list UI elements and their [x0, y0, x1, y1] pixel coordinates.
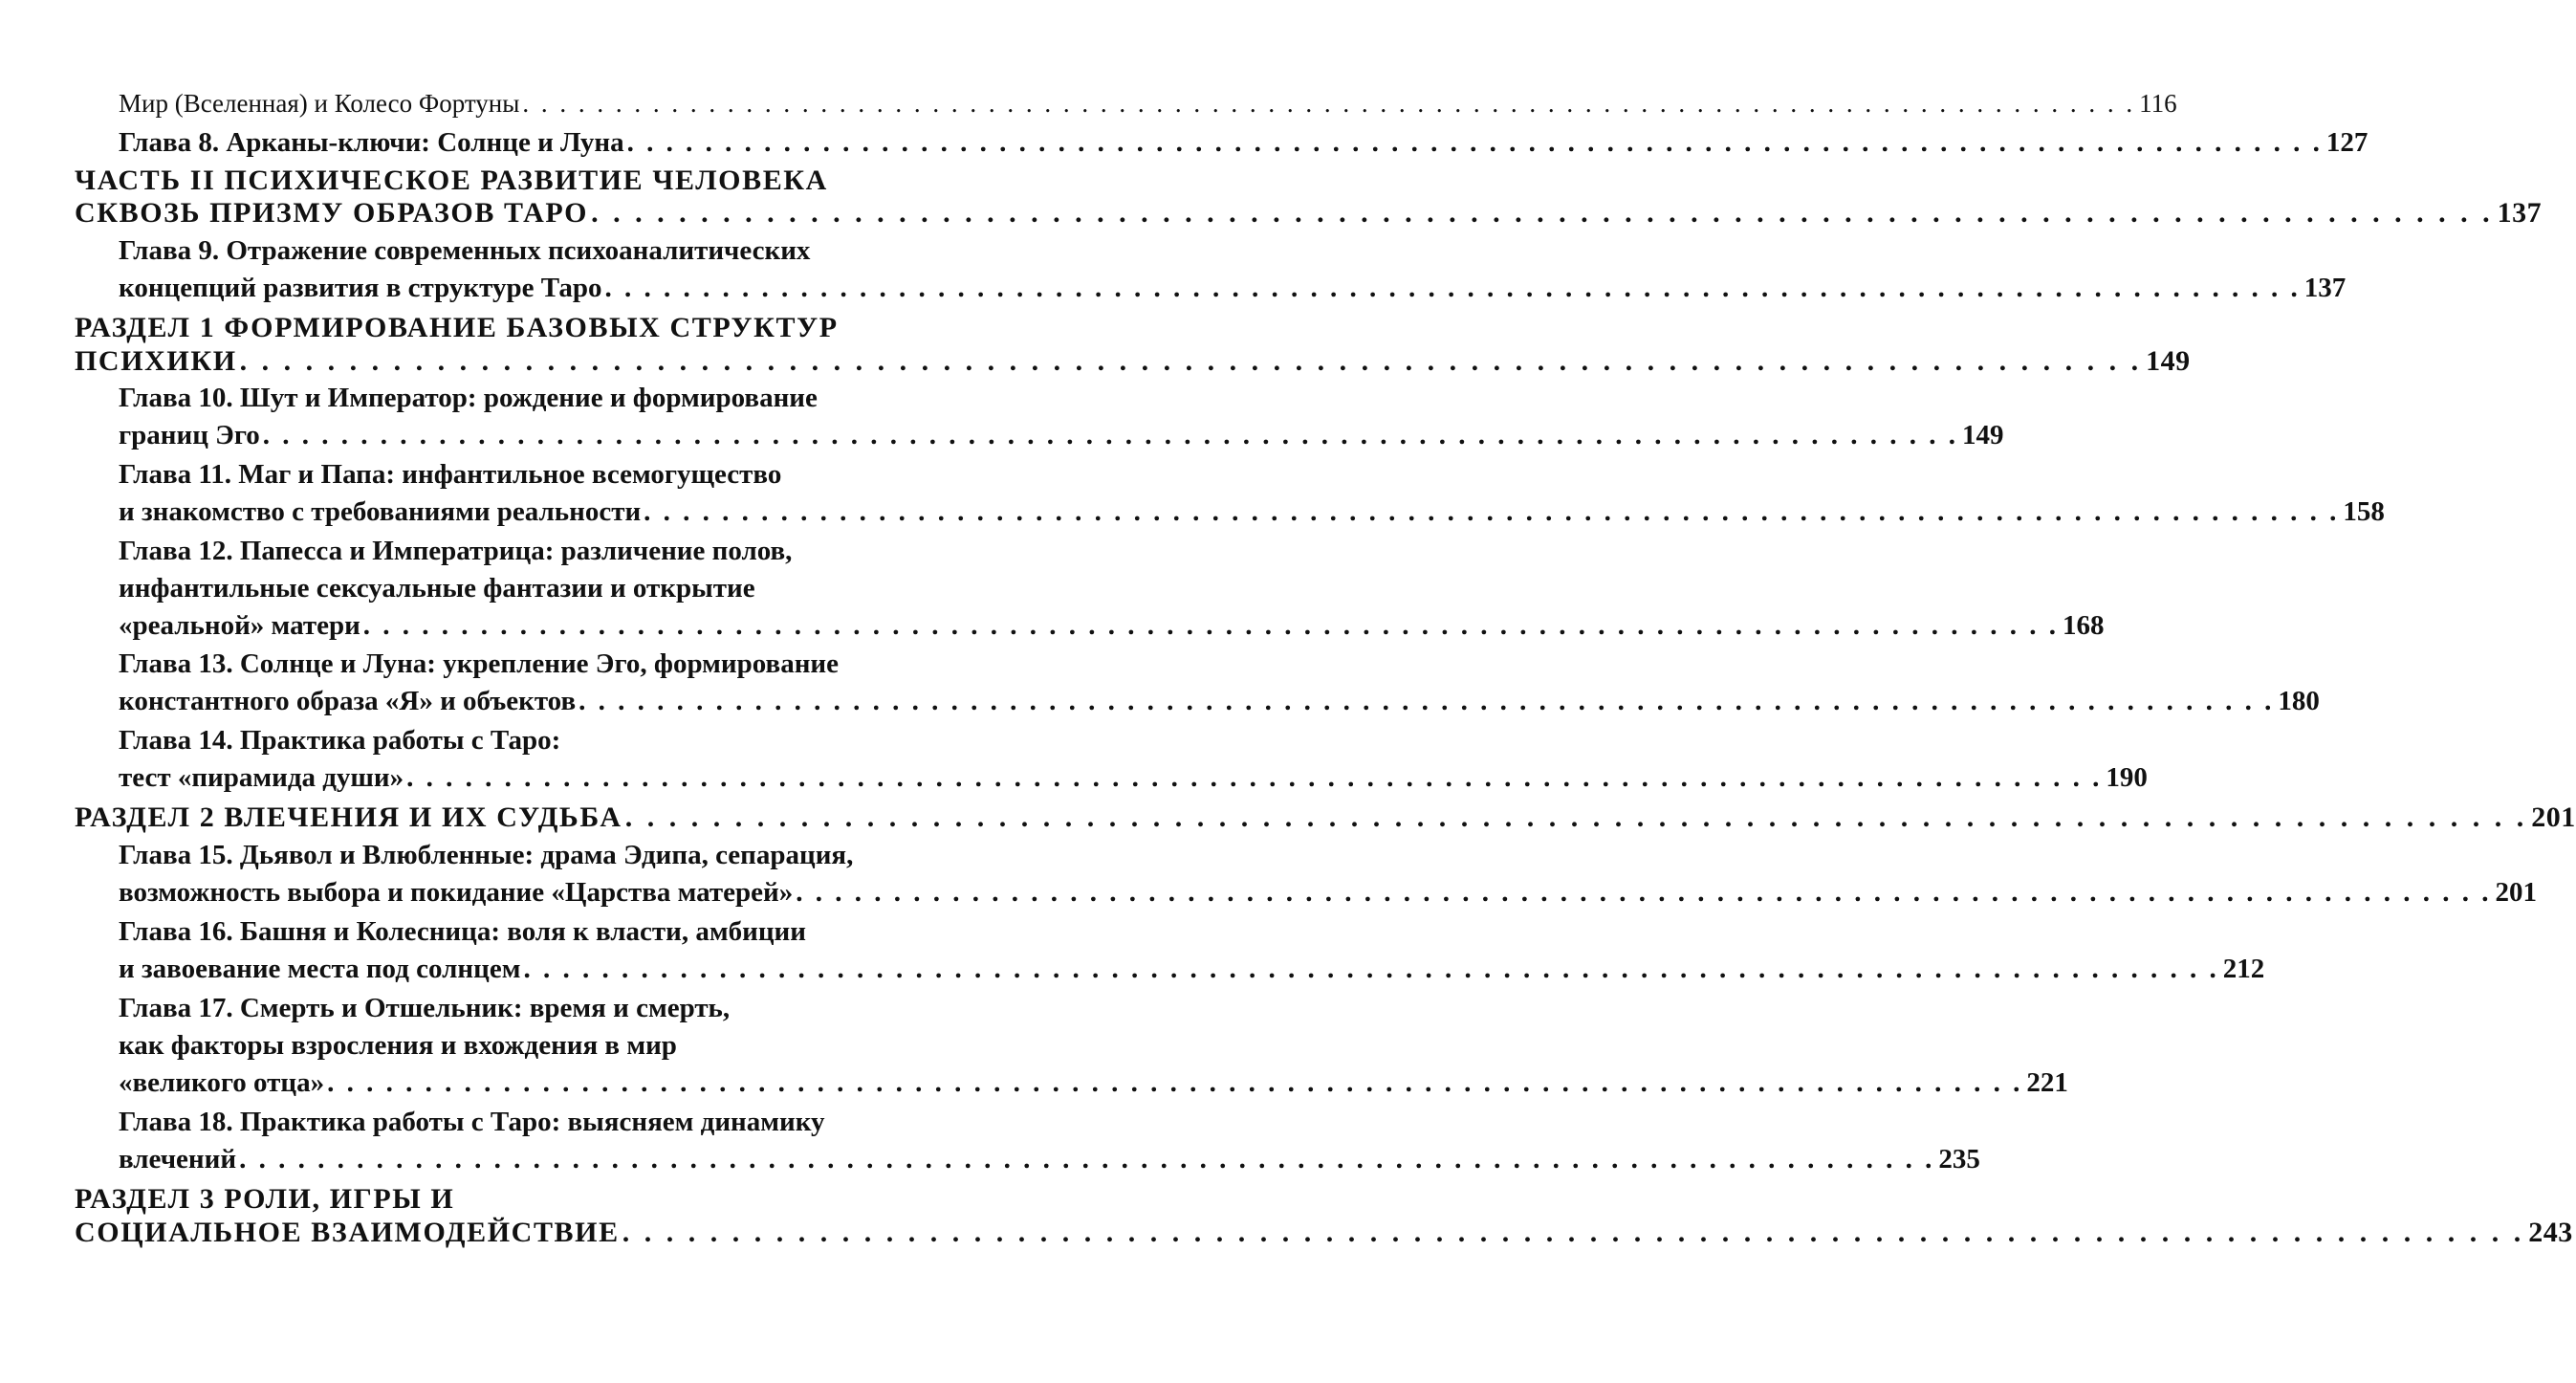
toc-page-number: 168 [2063, 610, 2105, 641]
toc-entry-title: возможность выбора и покидание «Царства матерей» [119, 877, 794, 908]
toc-entry-title: СКВОЗЬ ПРИЗМУ ОБРАЗОВ ТАРО [75, 197, 589, 229]
toc-entry-line: Глава 11. Маг и Папа: инфантильное всемогущество [119, 459, 782, 490]
toc-entry-line [75, 1217, 2573, 1248]
toc-page-number: 149 [2146, 345, 2191, 377]
toc-entry-title: Мир (Вселенная) и Колесо Фортуны [119, 89, 520, 118]
toc-entry-title: «великого отца» [119, 1067, 325, 1098]
dot-leader: . . . . . . . . . . . . . . . . . . . . . . . . . . . . . . . . . . . . . . . . . . . . . . . . . . . . . . . . . . . . . . . . . . . . . . . . . . . . . . . . . . . . . . . [579, 686, 2275, 716]
dot-leader: . . . . . . . . . . . . . . . . . . . . . . . . . . . . . . . . . . . . . . . . . . . . . . . . . . . . . . . . . . . . . . . . . . . . . . . . . . . . . . . . . . . . . . . [239, 1144, 1935, 1174]
toc-entry-title: РАЗДЕЛ 2 ВЛЕЧЕНИЯ И ИХ СУДЬБА [75, 801, 622, 833]
toc-page-number: 149 [1962, 420, 2004, 450]
dot-leader: . . . . . . . . . . . . . . . . . . . . . . . . . . . . . . . . . . . . . . . . . . . . . . . . . . . . . . . . . . . . . . . . . . . . . . . . . . . . . . . . . . . . . . . [406, 762, 2103, 793]
toc-entry-line: как факторы взросления и вхождения в мир [119, 1030, 677, 1061]
toc-entry-title: тест «пирамида души» [119, 762, 404, 793]
toc-entry-line [119, 686, 2320, 716]
toc-entry-line [119, 420, 2004, 450]
dot-leader: . . . . . . . . . . . . . . . . . . . . . . . . . . . . . . . . . . . . . . . . . . . . . . . . . . . . . . . . . . . . . . . . . . . . . . . . . . . . . . . . . . . . . . . [262, 420, 1959, 450]
toc-entry-line: инфантильные сексуальные фантазии и открытие [119, 573, 755, 604]
dot-leader: . . . . . . . . . . . . . . . . . . . . . . . . . . . . . . . . . . . . . . . . . . . . . . . . . . . . . . . . . . . . . . . . . . . . . . . . . . . . . . . . . . . . . . . [523, 954, 2219, 984]
toc-entry-line [119, 273, 2347, 303]
toc-entry-title: СОЦИАЛЬНОЕ ВЗАИМОДЕЙСТВИЕ [75, 1217, 620, 1248]
toc-page-number: 190 [2106, 762, 2148, 793]
toc-entry-line: Глава 17. Смерть и Отшельник: время и смерть, [119, 993, 731, 1023]
toc-entry-line [75, 801, 2576, 833]
toc-entry-line: Глава 13. Солнце и Луна: укрепление Эго, формирование [119, 648, 839, 679]
toc-page-number: 116 [2139, 89, 2177, 118]
toc-entry-line: ЧАСТЬ II ПСИХИЧЕСКОЕ РАЗВИТИЕ ЧЕЛОВЕКА [75, 165, 828, 196]
toc-entry-line: Глава 10. Шут и Император: рождение и формирование [119, 383, 818, 413]
dot-leader: . . . . . . . . . . . . . . . . . . . . . . . . . . . . . . . . . . . . . . . . . . . . . . . . . . . . . . . . . . . . . . . . . . . . . . . . . . . . . . . . . . . . . . . [624, 801, 2528, 833]
toc-entry-line: Глава 18. Практика работы с Таро: выясняем динамику [119, 1107, 825, 1137]
toc-page-number: 221 [2026, 1067, 2068, 1098]
toc-entry-title: «реальной» матери [119, 610, 360, 641]
toc-entry-title: концепций развития в структуре Таро [119, 273, 602, 303]
dot-leader: . . . . . . . . . . . . . . . . . . . . . . . . . . . . . . . . . . . . . . . . . . . . . . . . . . . . . . . . . . . . . . . . . . . . . . . . . . . . . . . . . . . . . . . [626, 127, 2323, 158]
toc-entry-title: ПСИХИКИ [75, 345, 237, 377]
toc-entry-title: границ Эго [119, 420, 260, 450]
toc-entry-line [75, 197, 2543, 229]
dot-leader: . . . . . . . . . . . . . . . . . . . . . . . . . . . . . . . . . . . . . . . . . . . . . . . . . . . . . . . . . . . . . . . . . . . . . . . . . . . . . . . . . . . . . . . [522, 89, 2136, 118]
dot-leader: . . . . . . . . . . . . . . . . . . . . . . . . . . . . . . . . . . . . . . . . . . . . . . . . . . . . . . . . . . . . . . . . . . . . . . . . . . . . . . . . . . . . . . . [362, 610, 2060, 641]
toc-page-number: 137 [2303, 273, 2347, 303]
toc-entry-line: Глава 16. Башня и Колесница: воля к власти, амбиции [119, 916, 806, 947]
toc-entry-title: влечений [119, 1144, 237, 1174]
toc-entry-line [119, 89, 2177, 118]
toc-entry-line: Глава 9. Отражение современных психоаналитических [119, 235, 811, 266]
toc-entry-line [119, 877, 2537, 908]
toc-page-number: 158 [2343, 496, 2385, 527]
toc-entry-title: Глава 8. Арканы-ключи: Солнце и Луна [119, 127, 624, 158]
toc-entry-line: Глава 15. Дьявол и Влюбленные: драма Эдипа, сепарация, [119, 840, 854, 870]
toc-page-number: 201 [2495, 877, 2537, 908]
dot-leader: . . . . . . . . . . . . . . . . . . . . . . . . . . . . . . . . . . . . . . . . . . . . . . . . . . . . . . . . . . . . . . . . . . . . . . . . . . . . . . . . . . . . . . . [591, 197, 2494, 229]
toc-page-number: 212 [2222, 954, 2265, 984]
toc-entry-line [119, 762, 2148, 793]
toc-entry-title: и завоевание места под солнцем [119, 954, 521, 984]
toc-entry-line: РАЗДЕЛ 1 ФОРМИРОВАНИЕ БАЗОВЫХ СТРУКТУР [75, 312, 839, 343]
toc-entry-title: и знакомство с требованиями реальности [119, 496, 642, 527]
dot-leader: . . . . . . . . . . . . . . . . . . . . . . . . . . . . . . . . . . . . . . . . . . . . . . . . . . . . . . . . . . . . . . . . . . . . . . . . . . . . . . . . . . . . . . . [796, 877, 2492, 908]
toc-page-number: 137 [2497, 197, 2543, 229]
dot-leader: . . . . . . . . . . . . . . . . . . . . . . . . . . . . . . . . . . . . . . . . . . . . . . . . . . . . . . . . . . . . . . . . . . . . . . . . . . . . . . . . . . . . . . . [622, 1217, 2525, 1248]
toc-page-number: 127 [2325, 127, 2369, 158]
toc-entry-line [119, 127, 2369, 158]
toc-page-number: 235 [1938, 1144, 1980, 1174]
dot-leader: . . . . . . . . . . . . . . . . . . . . . . . . . . . . . . . . . . . . . . . . . . . . . . . . . . . . . . . . . . . . . . . . . . . . . . . . . . . . . . . . . . . . . . . [239, 345, 2143, 377]
toc-entry-line: Глава 14. Практика работы с Таро: [119, 725, 561, 756]
toc-entry-line [75, 345, 2191, 377]
dot-leader: . . . . . . . . . . . . . . . . . . . . . . . . . . . . . . . . . . . . . . . . . . . . . . . . . . . . . . . . . . . . . . . . . . . . . . . . . . . . . . . . . . . . . . . [604, 273, 2301, 303]
toc-page-number: 201 [2531, 801, 2576, 833]
dot-leader: . . . . . . . . . . . . . . . . . . . . . . . . . . . . . . . . . . . . . . . . . . . . . . . . . . . . . . . . . . . . . . . . . . . . . . . . . . . . . . . . . . . . . . . [327, 1067, 2023, 1098]
toc-entry-line [119, 954, 2265, 984]
toc-entry-line: РАЗДЕЛ 3 РОЛИ, ИГРЫ И [75, 1183, 455, 1215]
toc-entry-line [119, 1144, 1980, 1174]
toc-page-number: 180 [2278, 686, 2320, 716]
dot-leader: . . . . . . . . . . . . . . . . . . . . . . . . . . . . . . . . . . . . . . . . . . . . . . . . . . . . . . . . . . . . . . . . . . . . . . . . . . . . . . . . . . . . . . . [644, 496, 2340, 527]
toc-entry-line: Глава 12. Папесса и Императрица: различение полов, [119, 536, 793, 566]
toc-entry-title: константного образа «Я» и объектов [119, 686, 577, 716]
toc-page-number: 243 [2528, 1217, 2573, 1248]
toc-entry-line [119, 610, 2105, 641]
toc-entry-line [119, 496, 2385, 527]
toc-entry-line [119, 1067, 2068, 1098]
